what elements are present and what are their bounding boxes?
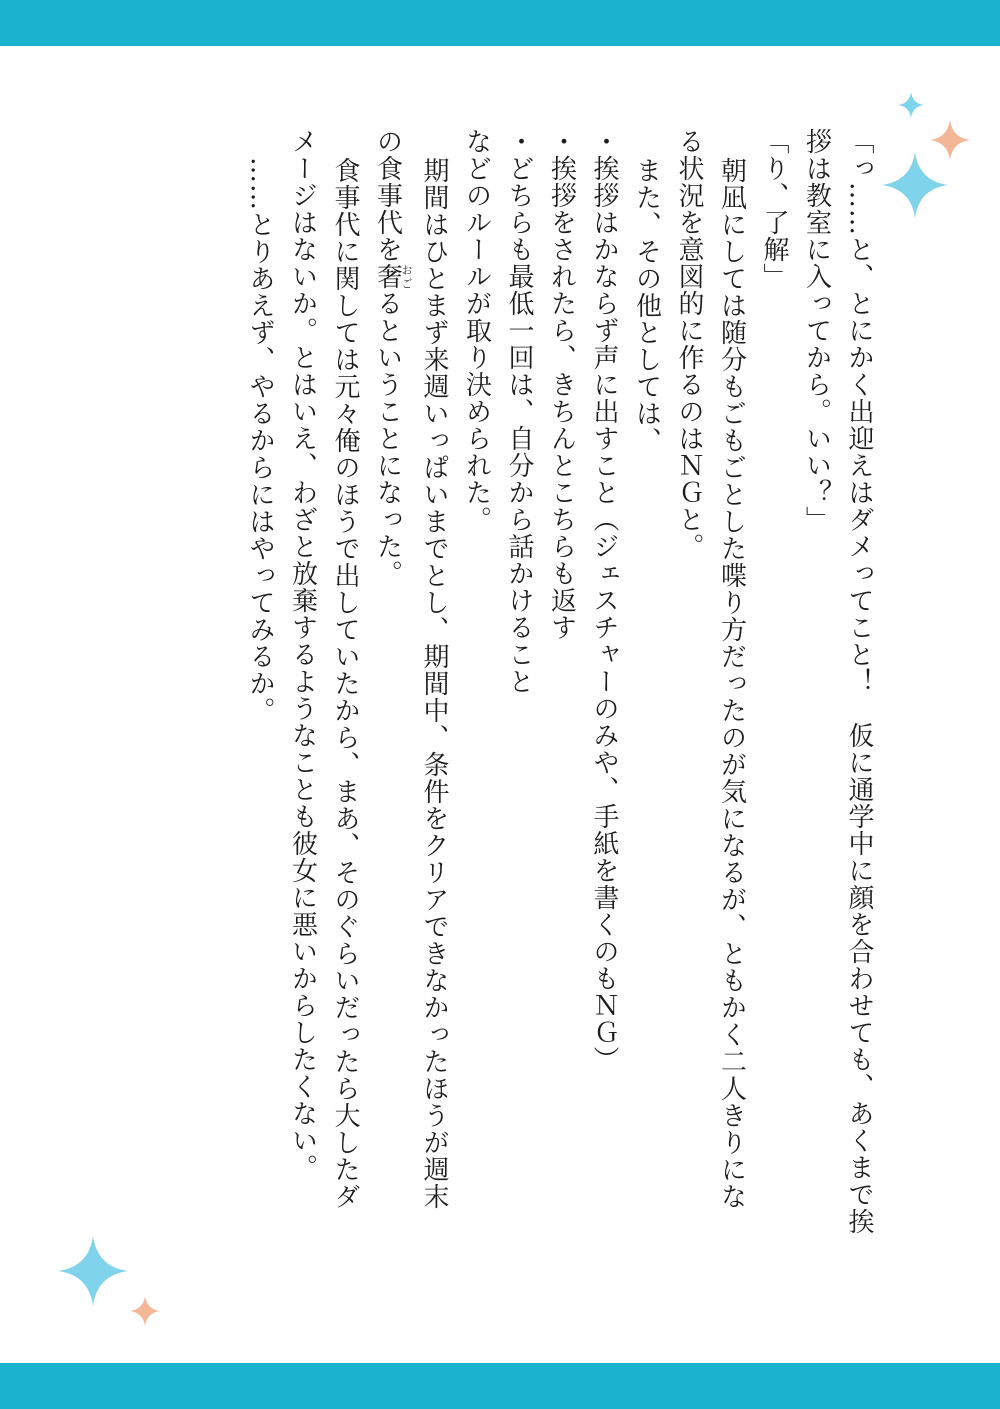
sparkle-bottom-blue-icon — [58, 1236, 128, 1306]
text-line: る状況を意図的に作るのはＮＧと。 — [674, 128, 704, 560]
text-line: 拶は教室に入ってから。いい？」 — [801, 128, 832, 533]
text-line: また、その他としては、 — [631, 156, 662, 454]
top-band — [0, 0, 1000, 46]
sparkle-large-blue-icon — [882, 152, 948, 218]
text-line: 「り、了解」 — [759, 128, 789, 290]
text-line: などのルールが取り決められた。 — [461, 128, 492, 533]
text-line: 食事代に関しては元々俺のほうで出していたから、まあ、そのぐらいだったら大したダ — [330, 156, 360, 1210]
text-line: 朝凪にしては随分もごもごとした喋り方だったのが気になるが、ともかく二人きりにな — [716, 156, 747, 1210]
bullet-item: ・挨拶はかならず声に出すこと（ジェスチャーのみや、手紙を書くのもＮＧ） — [589, 128, 619, 1073]
text-line: ……とりあえず、やるからにはやってみるか。 — [245, 156, 275, 724]
ruby-base: 奢 — [372, 263, 403, 290]
bullet-item: ・どちらも最低一回は、自分から話かけること — [504, 128, 534, 695]
ruby-word — [372, 263, 413, 290]
vertical-text-body — [160, 128, 880, 1288]
sparkle-small-blue-icon — [898, 92, 924, 118]
text-line: メージはないか。とはいえ、わざと放棄するようなことも彼女に悪いからしたくない。 — [287, 128, 318, 1181]
text-line-with-ruby — [366, 128, 413, 1288]
text-segment: るということになった。 — [372, 290, 403, 587]
text-line: 「っ……と、とにかく出迎えはダメってこと！ 仮に通学中に顔を合わせても、あくまで挨 — [844, 128, 874, 1235]
bottom-band — [0, 1363, 1000, 1409]
bullet-item: ・挨拶をされたら、きちんとこちらも返す — [546, 128, 577, 641]
text-segment: の食事代を — [372, 128, 403, 263]
sparkle-bottom-orange-icon — [130, 1296, 160, 1326]
ruby-reading: おご — [400, 263, 413, 290]
text-line: 期間はひとまず来週いっぱいまでとし、期間中、条件をクリアできなかったほうが週末 — [419, 156, 449, 1210]
